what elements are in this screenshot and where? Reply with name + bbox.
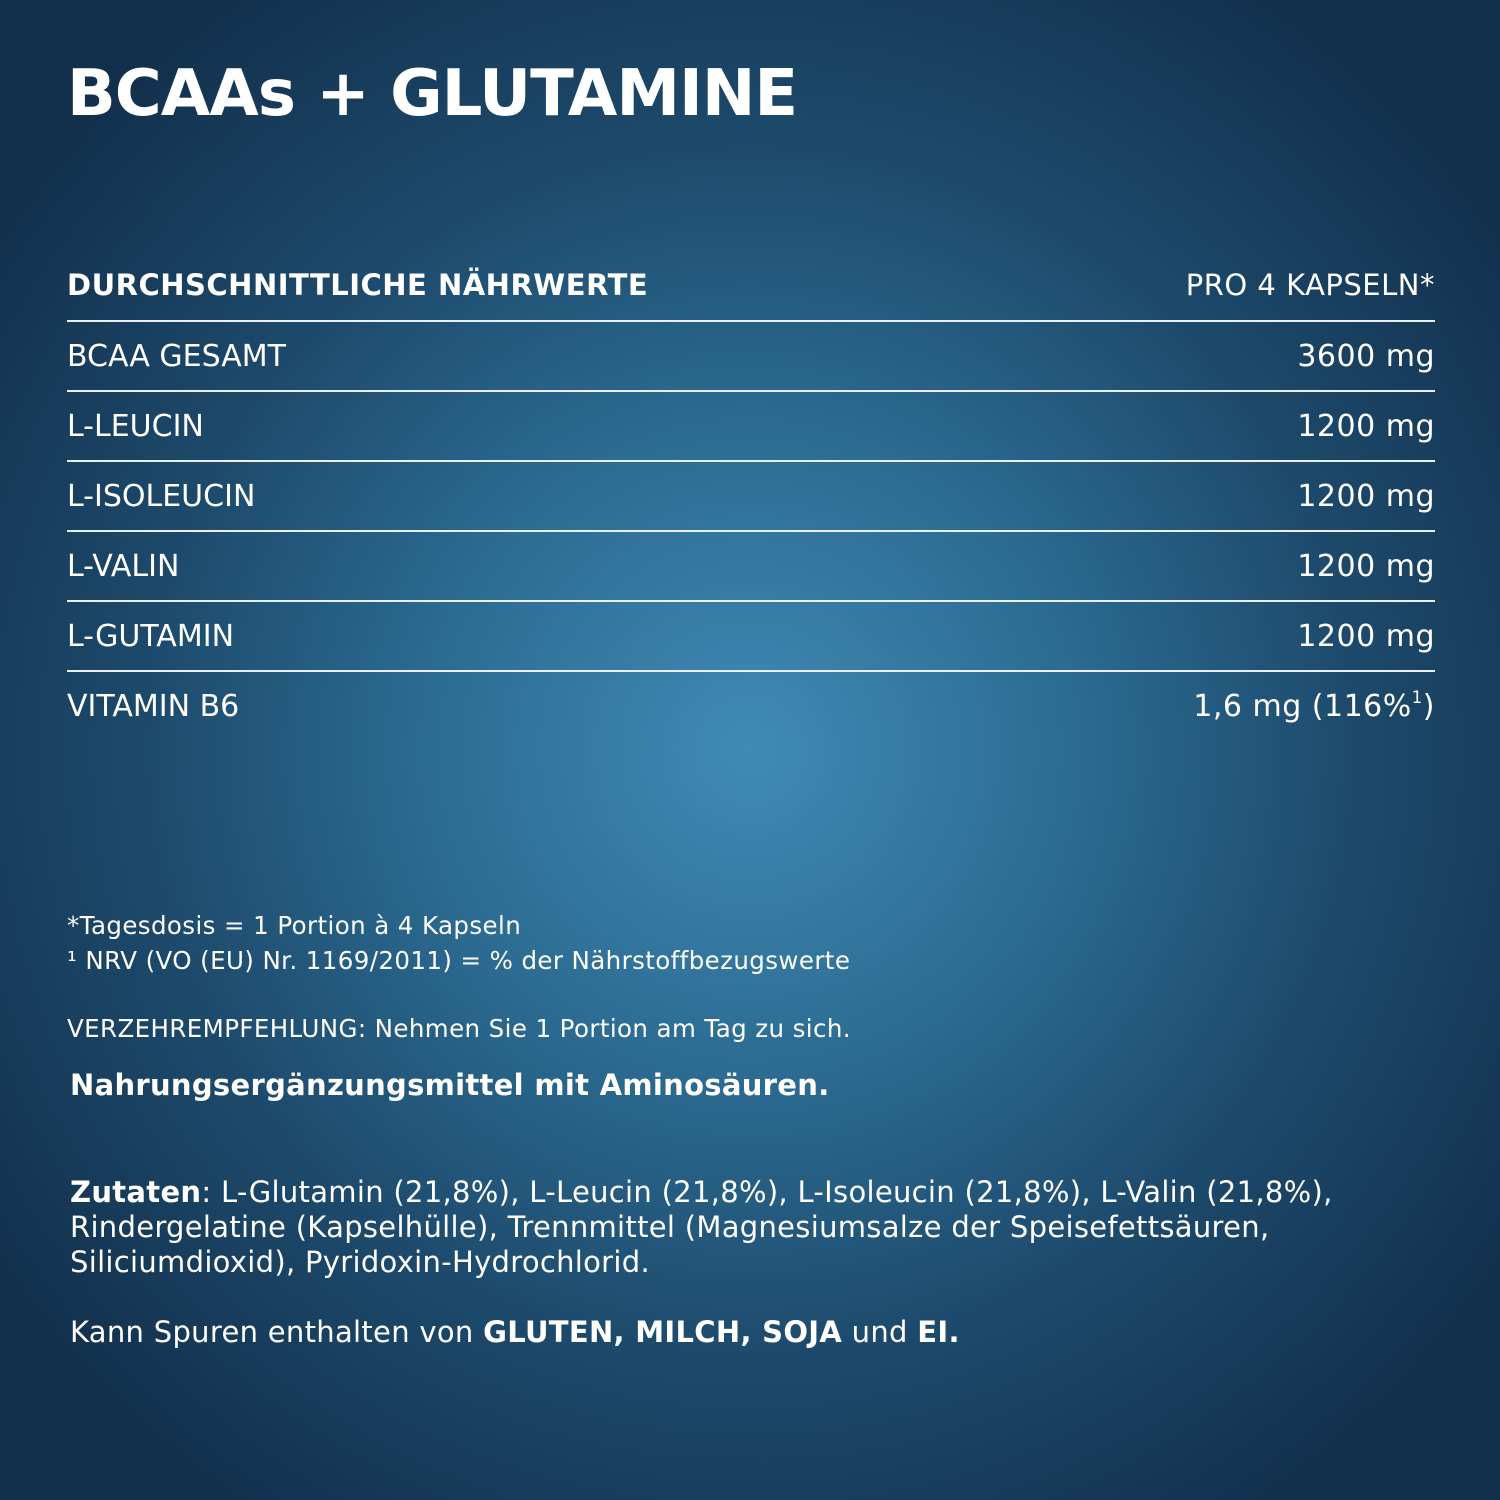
nutrient-value-end: ): [1422, 688, 1435, 724]
ingredients-text: [70, 1175, 1430, 1280]
footnotes: [67, 908, 850, 978]
nutrient-name: L-VALIN: [67, 548, 180, 584]
nutrient-value: 3600 mg: [1297, 338, 1435, 374]
nutrient-value: 1200 mg: [1297, 548, 1435, 584]
nutrient-value: [1193, 689, 1435, 724]
allergen-connector: und: [842, 1315, 918, 1349]
ingredients-list: : L-Glutamin (21,8%), L-Leucin (21,8%), L-Isoleucin (21,8%), L-Valin (21,8%), Rindergelatine (Kapselhülle), Trennmittel (Magnesiumsalze der Speisefettsäuren, Siliciumdioxid), Pyridoxin-Hydrochlorid.: [70, 1175, 1333, 1279]
ingredients-label: Zutaten: [70, 1175, 202, 1209]
nutrient-value: 1200 mg: [1297, 408, 1435, 444]
nutrient-name: BCAA GESAMT: [67, 338, 286, 374]
header-label: DURCHSCHNITTLICHE NÄHRWERTE: [67, 268, 649, 302]
nutrient-name: L-GUTAMIN: [67, 618, 235, 654]
nrv-footnote-marker: 1: [1411, 687, 1423, 707]
nutrient-value: 1200 mg: [1297, 478, 1435, 514]
nutrient-name: VITAMIN B6: [67, 688, 240, 724]
nutrition-table: [67, 250, 1435, 740]
allergen-list: GLUTEN, MILCH, SOJA: [483, 1315, 843, 1349]
table-row: [67, 392, 1435, 462]
allergen-last: EI.: [917, 1315, 960, 1349]
allergen-prefix: Kann Spuren enthalten von: [70, 1315, 484, 1349]
nutrient-value: 1200 mg: [1297, 618, 1435, 654]
nutrient-name: L-ISOLEUCIN: [67, 478, 256, 514]
allergen-notice: [70, 1315, 960, 1349]
product-claim: Nahrungsergänzungsmittel mit Aminosäuren.: [70, 1068, 830, 1102]
table-row: [67, 322, 1435, 392]
table-row: [67, 532, 1435, 602]
nutrition-table-header: [67, 250, 1435, 322]
nrv-note: ¹ NRV (VO (EU) Nr. 1169/2011) = % der Nährstoffbezugswerte: [67, 946, 851, 975]
table-row: [67, 672, 1435, 740]
nutrient-value-main: 1,6 mg (116%: [1193, 688, 1412, 724]
consumption-recommendation: VERZEHREMPFEHLUNG: Nehmen Sie 1 Portion am Tag zu sich.: [67, 1014, 851, 1043]
table-row: [67, 462, 1435, 532]
nutrient-name: L-LEUCIN: [67, 408, 204, 444]
product-title: BCAAs + GLUTAMINE: [67, 57, 798, 131]
header-value: PRO 4 KAPSELN*: [1185, 268, 1435, 302]
table-row: [67, 602, 1435, 672]
daily-dose-note: *Tagesdosis = 1 Portion à 4 Kapseln: [67, 911, 522, 940]
